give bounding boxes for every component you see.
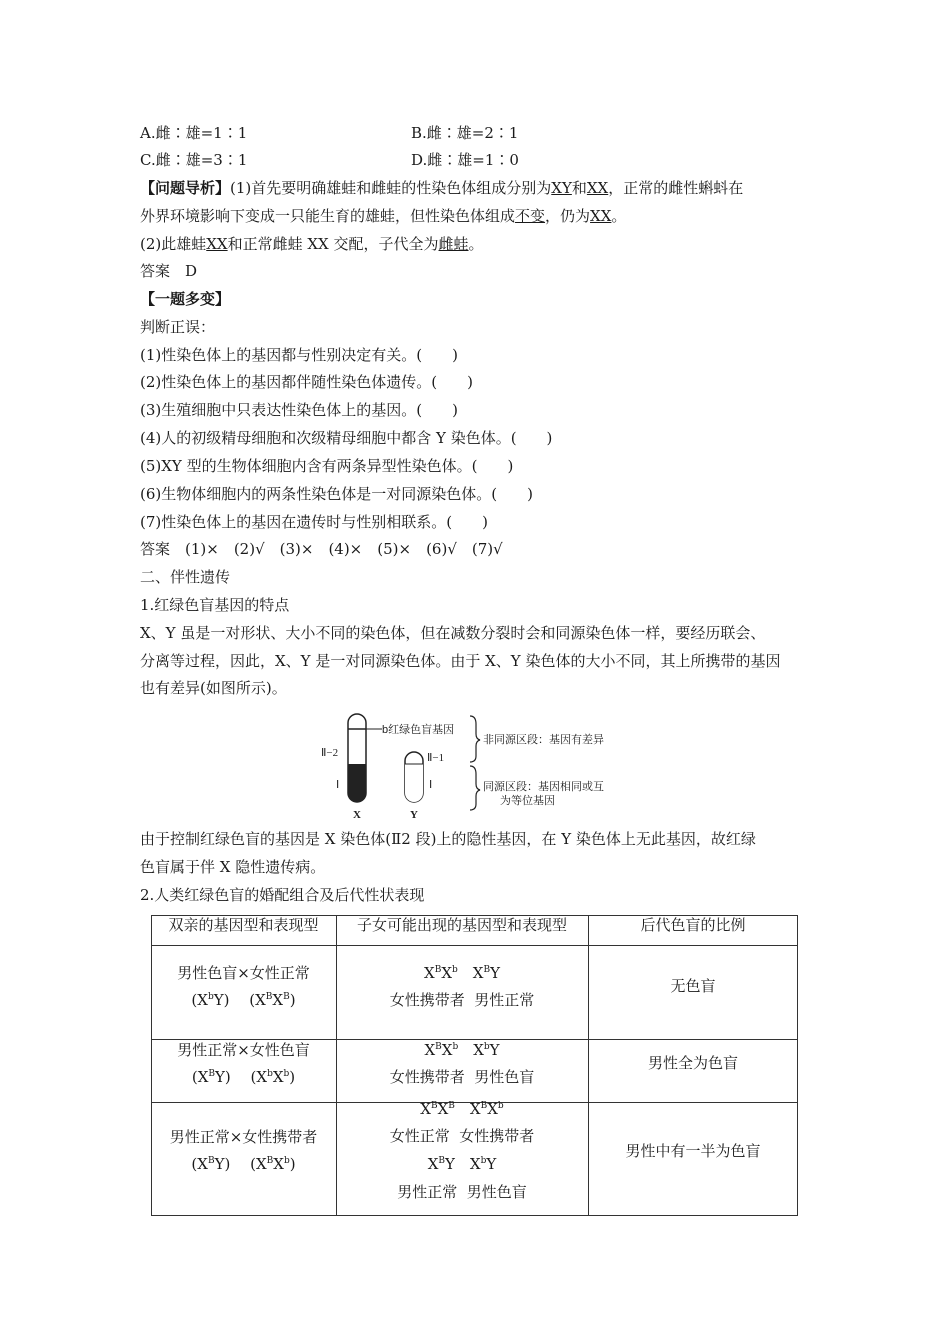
nonhomologous-label: 非同源区段：基因有差异 [483,734,604,746]
row2-parents: 男性正常×女性色盲 [177,1041,310,1059]
row2-children-pheno: 女性携带者 男性色盲 [389,1068,535,1086]
x-name-label: X [353,809,361,821]
homologous-label-2: 为等位基因 [500,795,555,807]
variant-item: (1)性染色体上的基因都与性别决定有关。( ) [140,346,458,364]
analysis-p2-xx: XX [206,235,228,253]
analysis-p2-end: 。 [468,235,484,253]
option-a: A.雌∶雄=1∶1 [140,124,248,142]
row2-children-geno: $X^BX^b$ $X^bY$ [424,1041,500,1059]
subsection-1: 1.红绿色盲基因的特点 [140,596,290,614]
mating-table [151,915,798,1216]
chromosome-diagram-svg [321,712,630,822]
row3-children-pheno: 女性正常 女性携带者 [389,1127,535,1145]
y-chromosome-homologous-fill [405,764,423,802]
analysis-label: 【问题导析】 [140,179,231,197]
x-ii2-label: Ⅱ−2 [321,747,339,759]
analysis-female: 雌蛙 [438,235,469,253]
row2-ratio: 男性全为色盲 [647,1054,738,1072]
subsection-2: 2.人类红绿色盲的婚配组合及后代性状表现 [140,886,425,904]
row1-parents: 男性色盲×女性正常 [177,964,310,982]
section-title: 二、伴性遗传 [140,568,231,586]
y-ii1-label: Ⅱ−1 [427,752,445,764]
x-chromosome-homologous-fill [348,764,366,802]
analysis-line2-a: 外界环境影响下变成一只能生育的雄蛙，但性染色体组成 [140,207,516,225]
analysis-and: 和 [571,179,587,197]
variant-item: (2)性染色体上的基因都伴随性染色体遗传。( ) [140,373,473,391]
analysis-p2-b: 和正常雌蛙 XX 交配，子代全为 [227,235,439,253]
para1-line1: X、Y 虽是一对形状、大小不同的染色体，但在减数分裂时会和同源染色体一样，要经历联会、 [140,624,766,642]
analysis-line-2 [140,206,626,226]
option-b: B.雌∶雄=2∶1 [411,124,519,142]
variant-intro: 判断正误： [140,318,216,336]
table-header: 双亲的基因型和表现型 [168,916,319,934]
row3-children-geno: $X^BX^B$ $X^BX^b$ [420,1100,504,1118]
row1-parents-geno: $(X^bY)$ $(X^BX^B)$ [191,991,296,1009]
table-header: 子女可能出现的基因型和表现型 [356,916,567,934]
analysis-p1-b: ，正常的雌性蝌蚪在 [608,179,744,197]
para1-line3: 也有差异(如图所示)。 [140,679,287,697]
para2-line2: 色盲属于伴 X 隐性遗传病。 [140,858,326,876]
analysis-xx2: XX [590,207,612,225]
analysis-line2-b: ，仍为 [545,207,591,225]
row3-children-geno2: $X^BY$ $X^bY$ [427,1155,497,1173]
row1-children-geno: $X^BX^b$ $X^BY$ [424,964,500,982]
homologous-label-1: 同源区段：基因相同或互 [483,781,604,793]
row1-ratio: 无色盲 [670,977,716,995]
variant-item: (7)性染色体上的基因在遗传时与性别相联系。( ) [140,513,488,531]
analysis-answer: 答案 D [140,262,198,280]
variant-answer: 答案 (1)× (2)√ (3)× (4)× (5)× (6)√ (7)√ [140,540,503,558]
para1-line2: 分离等过程，因此，X、Y 是一对同源染色体。由于 X、Y 染色体的大小不同，其上所携带的基因 [140,652,781,670]
variant-item: (5)XY 型的生物体细胞内含有两条异型性染色体。( ) [140,457,514,475]
row3-parents-geno: $(X^BY)$ $(X^BX^b)$ [191,1155,296,1173]
homologous-brace [470,766,480,810]
analysis-p1-a: (1)首先要明确雄蛙和雌蛙的性染色体组成分别为 [230,179,552,197]
variant-item: (3)生殖细胞中只表达性染色体上的基因。( ) [140,401,458,419]
gene-label: b红绿色盲基因 [382,724,455,736]
row3-children-pheno2: 男性正常 男性色盲 [397,1183,527,1201]
table-header: 后代色盲的比例 [640,916,746,934]
row2-parents-geno: $(X^BY)$ $(X^bX^b)$ [191,1068,296,1086]
analysis-end: 。 [611,207,627,225]
row3-ratio: 男性中有一半为色盲 [625,1142,761,1160]
analysis-xy: XY [551,179,572,197]
analysis-line-1 [140,178,743,198]
row3-parents: 男性正常×女性携带者 [169,1128,318,1146]
analysis-line-3 [140,234,484,254]
analysis-p2-a: (2)此雄蛙 [140,235,207,253]
chromosome-diagram [321,712,630,822]
analysis-xx: XX [586,179,609,197]
variant-label: 【一题多变】 [140,290,231,308]
y-i-label: Ⅰ [429,779,433,791]
x-i-label: Ⅰ [336,779,340,791]
analysis-unchanged: 不变 [515,207,546,225]
variant-item: (6)生物体细胞内的两条性染色体是一对同源染色体。( ) [140,485,533,503]
row1-children-pheno: 女性携带者 男性正常 [389,991,535,1009]
para2-line1: 由于控制红绿色盲的基因是 X 染色体(Ⅱ2 段)上的隐性基因，在 Y 染色体上无此基因，故红绿 [140,830,756,848]
y-name-label: Y [410,809,418,821]
option-c: C.雌∶雄=3∶1 [140,151,248,169]
option-d: D.雌∶雄=1∶0 [411,151,519,169]
variant-item: (4)人的初级精母细胞和次级精母细胞中都含 Y 染色体。( ) [140,429,553,447]
nonhomologous-brace [470,716,480,762]
